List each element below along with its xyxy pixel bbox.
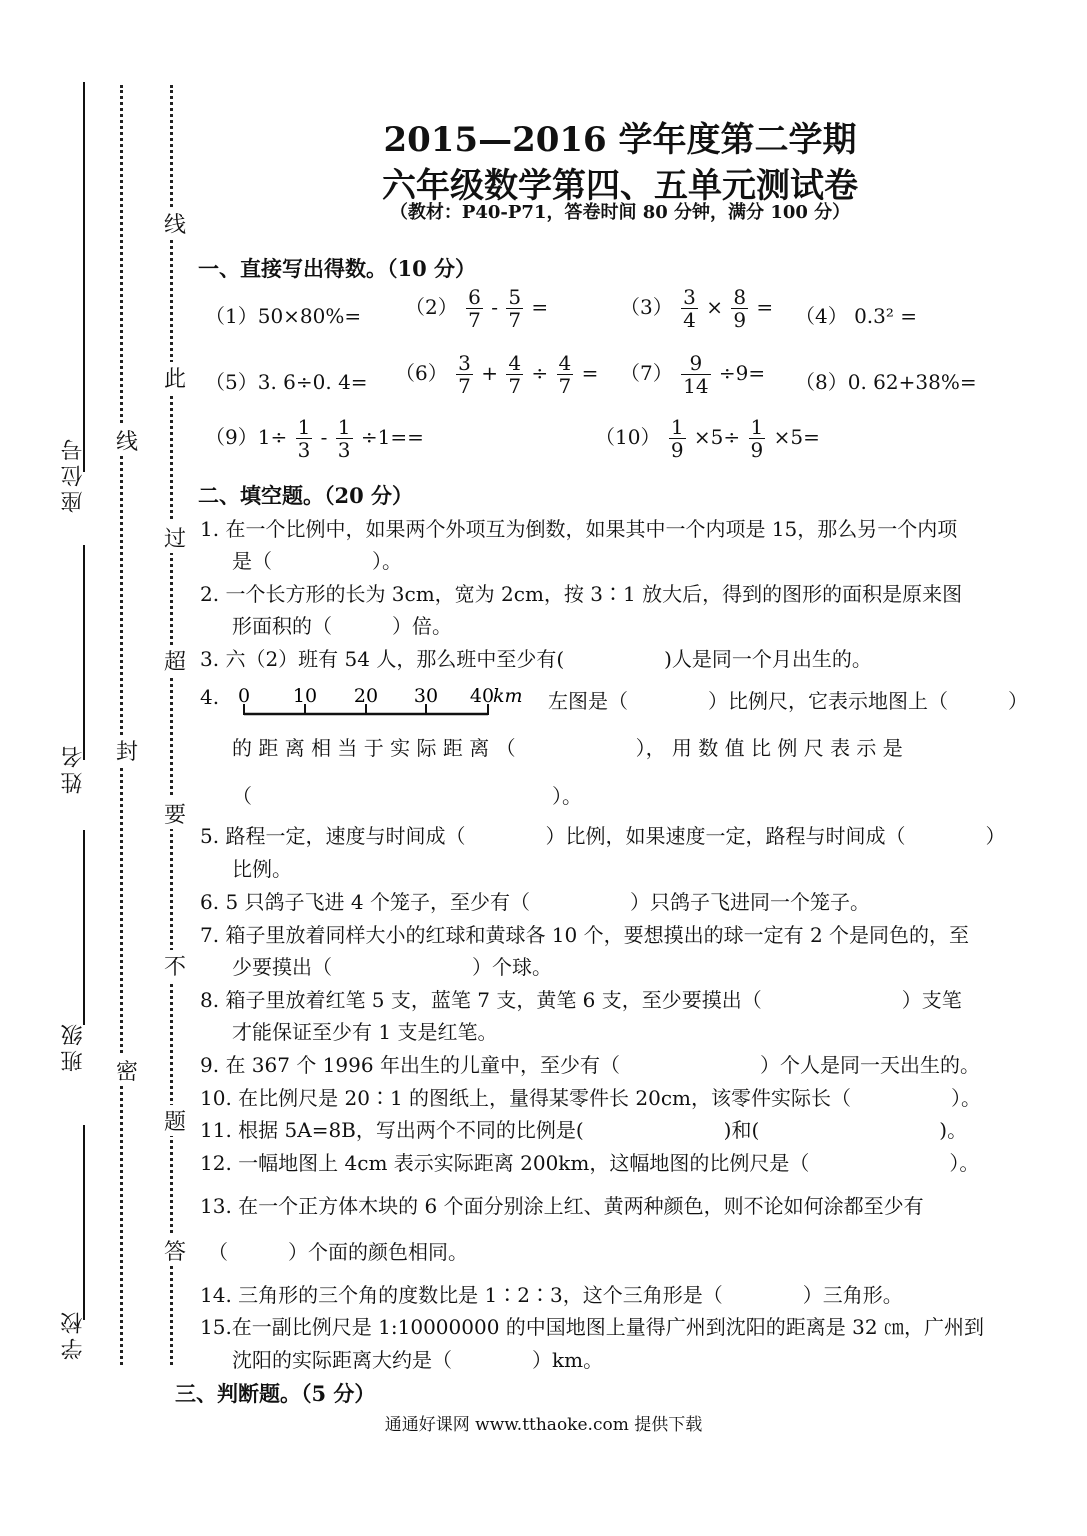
calc-5 [205, 366, 368, 395]
calc-3-label: （3） [620, 295, 673, 319]
calc-2-label: （2） [405, 295, 458, 319]
margin-line-class [83, 830, 85, 1025]
question-12: 12. 一幅地图上 4cm 表示实际距离 200km，这幅地图的比例尺是（ ）。 [200, 1151, 980, 1175]
numerator: 4 [558, 351, 572, 375]
fraction [456, 352, 473, 397]
question-1-line1: 1. 在一个比例中，如果两个外项互为倒数，如果其中一个内项是 15，那么另一个内项 [200, 517, 958, 541]
question-13-line1: 13. 在一个正方体木块的 6 个面分别涂上红、黄两种颜色，则不论如何涂都至少有 [200, 1194, 924, 1218]
section2-heading: 二、填空题。（20 分） [198, 483, 414, 508]
scale-tick-label-1: 10 [292, 685, 318, 707]
exam-title: 六年级数学第四、五单元测试卷 [382, 166, 858, 206]
operator: × [706, 295, 723, 319]
calc-10-label: （10） [595, 425, 661, 449]
exam-year-title: 2015—2016 学年度第二学期 [383, 120, 857, 160]
question-8-line1: 8. 箱子里放着红笔 5 支，蓝笔 7 支，黄笔 6 支，至少要摸出（ ）支笔 [200, 988, 962, 1012]
operator: + [481, 361, 498, 385]
warn-char-3: 过 [162, 522, 188, 553]
seal-char-seal: 封 [114, 735, 140, 766]
scale-tick-label-0: 0 [237, 685, 251, 707]
calc-7-rest: ÷9= [718, 361, 766, 385]
question-5-line2: 比例。 [232, 857, 292, 881]
numerator: 8 [733, 285, 747, 309]
fraction [336, 416, 353, 461]
numerator: 5 [508, 285, 522, 309]
question-4-line2: 的 距 离 相 当 于 实 际 距 离 （ ）， 用 数 值 比 例 尺 表 示 是 [232, 736, 903, 760]
fraction [557, 352, 574, 397]
denominator: 9 [670, 438, 684, 462]
denominator: 9 [733, 308, 747, 332]
label-name: 姓名 [61, 742, 86, 794]
calc-1-text: （1）50×80%= [205, 304, 362, 328]
fraction [749, 416, 766, 461]
fraction [506, 286, 523, 331]
numerator: 1 [750, 415, 764, 439]
question-11: 11. 根据 5A=8B，写出两个不同的比例是( )和( )。 [200, 1118, 968, 1142]
denominator: 9 [750, 438, 764, 462]
numerator: 6 [468, 285, 481, 309]
denominator: 3 [297, 438, 311, 462]
operator: - [320, 425, 328, 449]
margin-line-seat [83, 82, 85, 472]
operator: - [491, 295, 498, 319]
warn-char-5: 要 [162, 798, 188, 829]
question-2-line2: 形面积的（ ）倍。 [232, 614, 452, 638]
equals: = [756, 295, 774, 319]
calc-9 [205, 416, 424, 461]
denominator: 7 [468, 308, 481, 332]
question-2-line1: 2. 一个长方形的长为 3cm，宽为 2cm，按 3∶1 放大后，得到的图形的面积是原来图 [200, 582, 963, 606]
numerator: 1 [337, 415, 351, 439]
footer-source: 通通好课网 www.tthaoke.com 提供下载 [384, 1415, 703, 1435]
equals: = [531, 295, 549, 319]
equals: = [581, 361, 599, 385]
question-15-line2: 沈阳的实际距离大约是（ ）km。 [232, 1348, 604, 1372]
calc-2 [405, 286, 548, 331]
fraction [731, 286, 748, 331]
scale-unit: km [493, 685, 523, 707]
label-school: 学校 [61, 1308, 86, 1360]
question-10: 10. 在比例尺是 20∶1 的图纸上，量得某零件长 20cm，该零件实际长（ ）。 [200, 1086, 982, 1110]
question-13-line2: （ ）个面的颜色相同。 [208, 1240, 468, 1264]
question-8-line2: 才能保证至少有 1 支是红笔。 [232, 1020, 498, 1044]
fraction [681, 352, 710, 397]
label-class: 班级 [61, 1020, 86, 1072]
numerator: 3 [683, 285, 696, 309]
question-4-line3: （ ）。 [232, 784, 582, 808]
calc-8 [795, 366, 977, 395]
calc-4 [795, 300, 917, 329]
dotted-warn-line [170, 85, 173, 1365]
warn-char-8: 答 [162, 1235, 188, 1266]
question-4-line1: 左图是（ ）比例尺，它表示地图上（ ） [548, 689, 1028, 713]
label-seat-number: 座位号 [61, 435, 86, 513]
margin-line-name [83, 545, 85, 760]
calc-4-text: （4） 0.3² = [795, 304, 918, 328]
calc-6-label: （6） [395, 361, 448, 385]
question-4-number: 4. [200, 685, 220, 709]
question-14: 14. 三角形的三个角的度数比是 1∶2∶3，这个三角形是（ ）三角形。 [200, 1283, 903, 1307]
question-6: 6. 5 只鸽子飞进 4 个笼子，至少有（ ）只鸽子飞进同一个笼子。 [200, 890, 870, 914]
denominator: 7 [458, 374, 471, 398]
calc-8-text: （8）0. 62+38%= [795, 370, 977, 394]
question-1-line2: 是（ ）。 [232, 549, 402, 573]
section1-heading: 一、直接写出得数。（10 分） [198, 256, 477, 281]
denominator: 3 [337, 438, 351, 462]
fraction [506, 352, 523, 397]
scale-tick-label-2: 20 [353, 685, 379, 707]
fraction [681, 286, 698, 331]
denominator: 7 [508, 308, 522, 332]
calc-9-rest: ÷1== [360, 425, 424, 449]
calc-10 [595, 416, 820, 461]
calc-10-rest: ×5= [773, 425, 820, 449]
denominator: 7 [558, 374, 572, 398]
scale-tick-label-4: 40 [469, 685, 495, 707]
dotted-seal-line [120, 85, 123, 1365]
scale-tick-label-3: 30 [413, 685, 439, 707]
numerator: 4 [508, 351, 522, 375]
warn-char-4: 超 [162, 645, 188, 676]
seal-char-secret: 密 [114, 1055, 140, 1086]
warn-char-6: 不 [162, 950, 188, 981]
numerator: 1 [670, 415, 684, 439]
warn-char-7: 题 [162, 1105, 188, 1136]
warn-char-1: 线 [162, 208, 188, 239]
calc-1 [205, 300, 361, 329]
denominator: 14 [683, 374, 709, 398]
question-7-line2: 少要摸出（ ）个球。 [232, 955, 552, 979]
question-3: 3. 六（2）班有 54 人，那么班中至少有( )人是同一个月出生的。 [200, 647, 872, 671]
denominator: 4 [683, 308, 696, 332]
calc-6 [395, 352, 598, 397]
denominator: 7 [508, 374, 522, 398]
numerator: 9 [681, 352, 710, 375]
warn-char-2: 此 [162, 362, 188, 393]
section3-heading: 三、判断题。（5 分） [175, 1381, 376, 1406]
calc-3 [620, 286, 773, 331]
fraction [296, 416, 313, 461]
exam-subtitle: （教材：P40-P71，答卷时间 80 分钟，满分 100 分） [389, 202, 851, 223]
operator: ÷ [531, 361, 549, 385]
calc-7 [620, 352, 765, 397]
fraction [669, 416, 686, 461]
question-5-line1: 5. 路程一定，速度与时间成（ ）比例，如果速度一定，路程与时间成（ ） [200, 824, 1006, 848]
seal-char-line: 线 [114, 425, 140, 456]
line-scale-diagram [232, 680, 532, 720]
calc-5-text: （5）3. 6÷0. 4= [205, 370, 368, 394]
question-15-line1: 15.在一副比例尺是 1:10000000 的中国地图上量得广州到沈阳的距离是 32 ㎝，广州到 [200, 1315, 984, 1339]
question-7-line1: 7. 箱子里放着同样大小的红球和黄球各 10 个，要想摸出的球一定有 2 个是同色的，至 [200, 923, 970, 947]
calc-9-label: （9）1÷ [205, 425, 288, 449]
calc-10-mid: ×5÷ [693, 425, 741, 449]
fraction [466, 286, 483, 331]
calc-7-label: （7） [620, 361, 673, 385]
numerator: 3 [458, 351, 471, 375]
question-9: 9. 在 367 个 1996 年出生的儿童中，至少有（ ）个人是同一天出生的。 [200, 1053, 980, 1077]
numerator: 1 [297, 415, 311, 439]
margin-line-school [83, 1125, 85, 1320]
